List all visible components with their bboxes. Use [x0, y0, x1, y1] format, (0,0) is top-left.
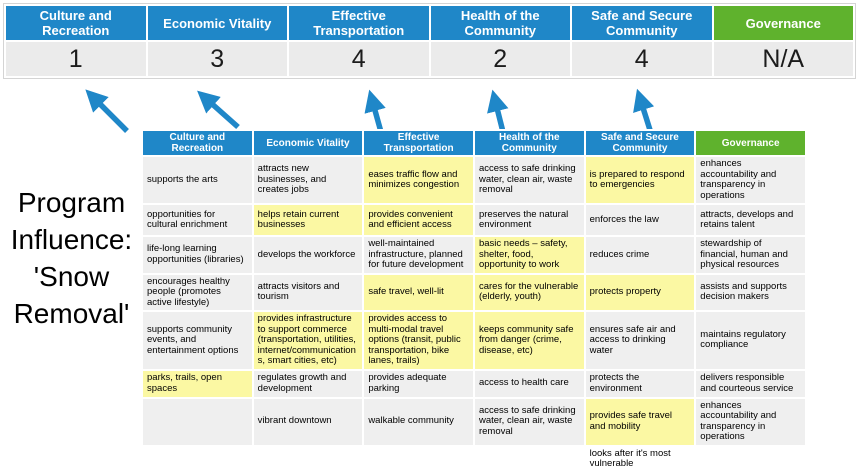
title-line: Program: [17, 187, 126, 218]
matrix-cell-highlighted: protects property: [586, 275, 695, 311]
matrix-header-1: Economic Vitality: [254, 131, 363, 155]
matrix-cell-highlighted: basic needs – safety, shelter, food, opportunity to work: [475, 237, 584, 273]
matrix-cell: enhances accountability and transparency in operations: [696, 399, 805, 445]
matrix-cell-highlighted: eases traffic flow and minimizes congestion: [364, 157, 473, 203]
influence-arrow: [639, 95, 650, 130]
score-transportation: 4: [289, 42, 429, 76]
matrix-cell: enforces the law: [586, 205, 695, 235]
title-line: Removal': [13, 298, 130, 329]
summary-header-culture: Culture and Recreation: [6, 6, 146, 40]
matrix-cell: [364, 447, 473, 472]
matrix-header-4: Safe and Secure Community: [586, 131, 695, 155]
score-health: 2: [431, 42, 571, 76]
matrix-row-4: [143, 312, 805, 369]
matrix-cell-highlighted: provides infrastructure to support commerce (transportation, utilities, internet/communications, smart cities, etc): [254, 312, 363, 369]
matrix-cell: provides adequate parking: [364, 371, 473, 397]
influence-arrow: [202, 95, 238, 127]
matrix-row-2: [143, 237, 805, 273]
matrix-cell: ensures safe air and access to drinking water: [586, 312, 695, 369]
score-culture: 1: [6, 42, 146, 76]
matrix-cell: develops the workforce: [254, 237, 363, 273]
matrix-cell: [143, 447, 252, 472]
title-line: Influence:: [10, 224, 133, 255]
matrix-cell: encourages healthy people (promotes active lifestyle): [143, 275, 252, 311]
matrix-cell: stewardship of financial, human and physical resources: [696, 237, 805, 273]
matrix-cell: opportunities for cultural enrichment: [143, 205, 252, 235]
matrix-cell-highlighted: provides safe travel and mobility: [586, 399, 695, 445]
matrix-row-5: [143, 371, 805, 397]
matrix-cell: well-maintained infrastructure, planned for future development: [364, 237, 473, 273]
influence-arrow: [371, 96, 381, 132]
summary-header-row: [6, 6, 853, 40]
matrix-cell: [475, 447, 584, 472]
score-economic: 3: [148, 42, 288, 76]
matrix-cell: access to safe drinking water, clean air, waste removal: [475, 157, 584, 203]
matrix-cell-highlighted: cares for the vulnerable (elderly, youth): [475, 275, 584, 311]
matrix-row-1: [143, 205, 805, 235]
matrix-cell: supports community events, and entertainment options: [143, 312, 252, 369]
matrix-cell: attracts visitors and tourism: [254, 275, 363, 311]
matrix-cell: supports the arts: [143, 157, 252, 203]
matrix-row-6: [143, 399, 805, 445]
matrix-header-3: Health of the Community: [475, 131, 584, 155]
matrix-cell: access to health care: [475, 371, 584, 397]
matrix-header-2: Effective Transportation: [364, 131, 473, 155]
matrix-cell: [696, 447, 805, 472]
matrix-cell: preserves the natural environment: [475, 205, 584, 235]
matrix-cell-highlighted: keeps community safe from danger (crime, disease, etc): [475, 312, 584, 369]
matrix-cell-highlighted: looks after it's most vulnerable: [586, 447, 695, 472]
matrix-table: [141, 129, 807, 474]
matrix-cell-highlighted: provides convenient and efficient access: [364, 205, 473, 235]
matrix-cell-highlighted: safe travel, well-lit: [364, 275, 473, 311]
matrix-cell: protects the environment: [586, 371, 695, 397]
summary-header-safe: Safe and Secure Community: [572, 6, 712, 40]
matrix-header-0: Culture and Recreation: [143, 131, 252, 155]
matrix-cell: reduces crime: [586, 237, 695, 273]
matrix-wrap: [141, 129, 807, 474]
summary-header-economic: Economic Vitality: [148, 6, 288, 40]
score-safe: 4: [572, 42, 712, 76]
matrix-cell: [143, 399, 252, 445]
matrix-cell: assists and supports decision makers: [696, 275, 805, 311]
matrix-cell: vibrant downtown: [254, 399, 363, 445]
matrix-header-row: [143, 131, 805, 155]
matrix-cell-highlighted: parks, trails, open spaces: [143, 371, 252, 397]
matrix-cell: attracts, develops and retains talent: [696, 205, 805, 235]
influence-arrow: [494, 96, 503, 132]
summary-score-row: [6, 40, 853, 76]
matrix-cell: attracts new businesses, and creates jobs: [254, 157, 363, 203]
matrix-row-7: [143, 447, 805, 472]
matrix-cell: access to safe drinking water, clean air, waste removal: [475, 399, 584, 445]
summary-header-governance: Governance: [714, 6, 854, 40]
score-governance: N/A: [714, 42, 854, 76]
matrix-row-3: [143, 275, 805, 311]
matrix-cell: maintains regulatory compliance: [696, 312, 805, 369]
matrix-cell: walkable community: [364, 399, 473, 445]
program-title: [0, 184, 143, 332]
matrix-header-5: Governance: [696, 131, 805, 155]
matrix-cell-highlighted: helps retain current businesses: [254, 205, 363, 235]
influence-arrow: [90, 94, 127, 131]
summary-header-transportation: Effective Transportation: [289, 6, 429, 40]
title-line: 'Snow: [33, 261, 110, 292]
matrix-cell: regulates growth and development: [254, 371, 363, 397]
matrix-cell: life-long learning opportunities (libraries): [143, 237, 252, 273]
matrix-cell: delivers responsible and courteous service: [696, 371, 805, 397]
matrix-cell-highlighted: provides access to multi-modal travel options (transit, public transportation, bike lanes, trails): [364, 312, 473, 369]
summary-table: [3, 3, 856, 79]
matrix-cell-highlighted: is prepared to respond to emergencies: [586, 157, 695, 203]
matrix-cell: [254, 447, 363, 472]
matrix-cell: enhances accountability and transparency in operations: [696, 157, 805, 203]
summary-header-health: Health of the Community: [431, 6, 571, 40]
matrix-row-0: [143, 157, 805, 203]
